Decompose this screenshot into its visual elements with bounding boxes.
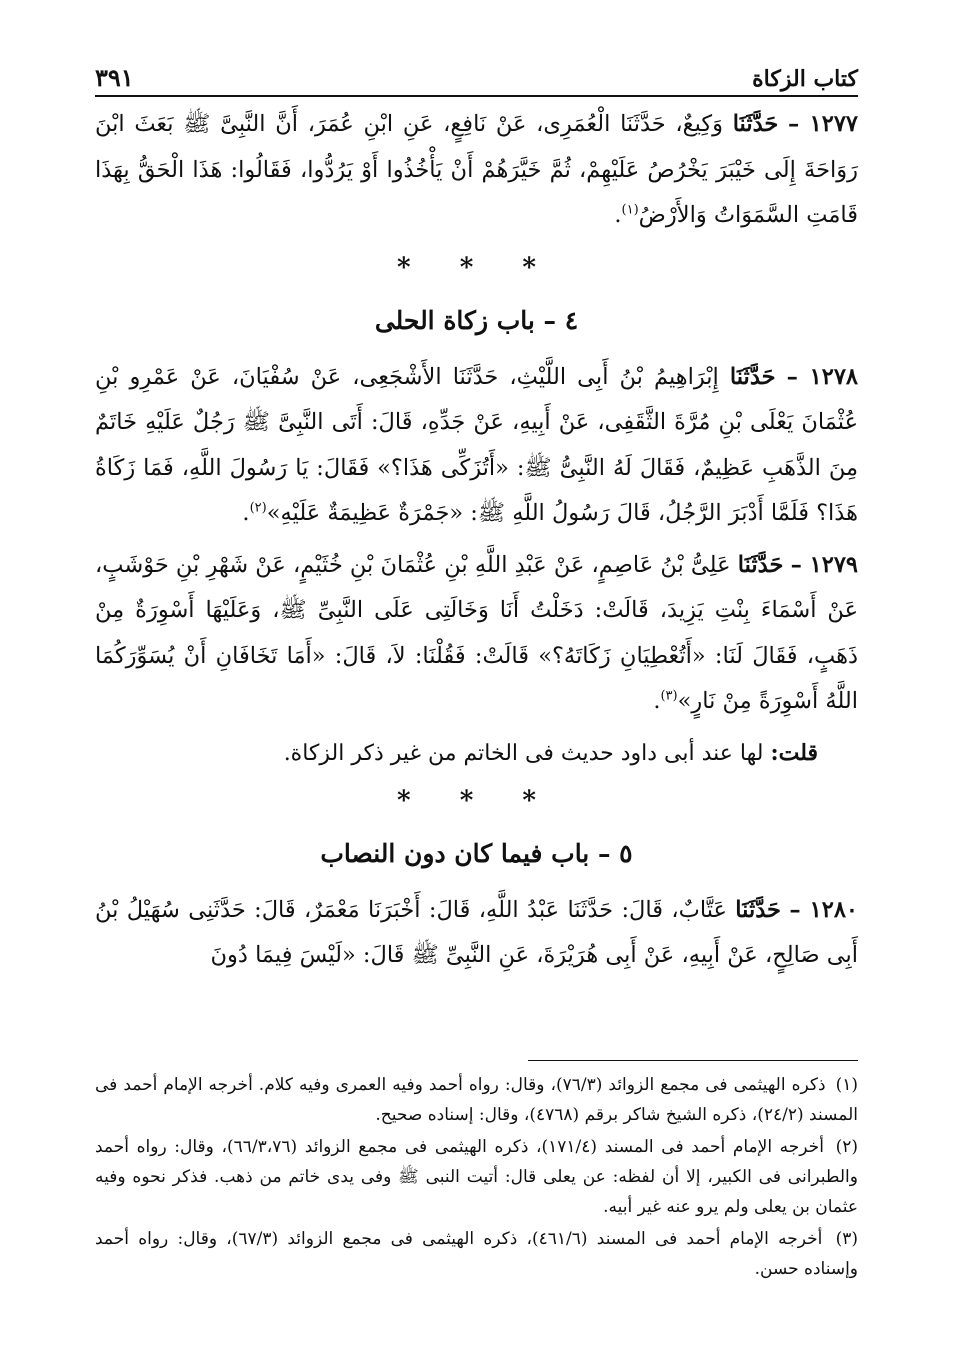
haddathana: حَدَّثَنَا [735,896,781,923]
hadith-1278: ١٢٧٨ – حَدَّثَنَا إِبْرَاهِيمُ بْنُ أَبِى اللَّيْثِ، حَدَّثَنَا الأَشْجَعِى، عَنْ سُفْيَانَ، عَنْ عَمْرِو بْنِ عُثْمَانَ يَعْلَى بْنِ مُرَّةَ الثَّقَفِى، عَنْ أَبِيهِ، عَنْ جَدِّهِ، قَالَ: أَتَى النَّبِىَّ ﷺ رَجُلٌ عَلَيْهِ خَاتَمٌ مِنَ الذَّهَبِ عَظِيمٌ، فَقَالَ لَهُ النَّبِىُّ ﷺ: «أَتُزَكِّى هَذَا؟» فَقَالَ: يَا رَسُولَ اللَّهِ، فَمَا زَكَاةُ هَذَا؟ فَلَمَّا أَدْبَرَ الرَّجُلُ، قَالَ رَسُولُ اللَّهِ ﷺ: «جَمْرَةٌ عَظِيمَةٌ عَلَيْهِ»$^{(٢)}$. [95,363,858,526]
footnote-ref: (٣) [660,688,678,704]
header-rule [95,95,858,97]
hadith-number: ١٢٨٠ – [789,896,858,923]
footnote-ref: (١) [621,202,639,218]
haddathana: حَدَّثَنَا [737,551,784,578]
hadith-number: ١٢٧٧ – [788,111,859,137]
footnote-number: (٣) [835,1229,858,1249]
author-note [95,731,858,776]
section-separator: * * * [397,785,556,816]
hadith-text: إِبْرَاهِيمُ بْنُ أَبِى اللَّيْثِ، حَدَّثَنَا الأَشْجَعِى، عَنْ سُفْيَانَ، عَنْ عَمْرِو بْنِ عُثْمَانَ يَعْلَى بْنِ مُرَّةَ الثَّقَفِى، عَنْ أَبِيهِ، عَنْ جَدِّهِ، قَالَ: أَتَى النَّبِىَّ ﷺ رَجُلٌ عَلَيْهِ خَاتَمٌ مِنَ الذَّهَبِ عَظِيمٌ، فَقَالَ لَهُ النَّبِىُّ ﷺ: «أَتُزَكِّى هَذَا؟» فَقَالَ: يَا رَسُولَ اللَّهِ، فَمَا زَكَاةُ هَذَا؟ فَلَمَّا أَدْبَرَ الرَّجُلُ، قَالَ رَسُولُ اللَّهِ ﷺ: «جَمْرَةٌ عَظِيمَةٌ عَلَيْهِ» [95,363,858,526]
main-text [95,102,858,979]
hadith-text: عَلِىُّ بْنُ عَاصِمٍ، عَنْ عَبْدِ اللَّهِ بْنِ عُثْمَانَ بْنِ خُثَيْمٍ، عَنْ شَهْرِ بْنِ حَوْشَبٍ، عَنْ أَسْمَاءَ بِنْتِ يَزِيدَ، قَالَتْ: دَخَلْتُ أَنَا وَخَالَتِى عَلَى النَّبِىِّ ﷺ، وَعَلَيْهَا أَسْوِرَةٌ مِنْ ذَهَبٍ، فَقَالَ لَنَا: «أَتُعْطِيَانِ زَكَاتَهُ؟» قَالَتْ: فَقُلْنَا: لاَ، قَالَ: «أَمَا تَخَافَانِ أَنْ يُسَوِّرَكُمَا اللَّهُ أَسْوِرَةً مِنْ نَارٍ» [95,551,858,714]
haddathana: حَدَّثَنَا [732,111,779,137]
chapter-title: ٥ – باب فيما كان دون النصاب [320,838,633,868]
footnote-number: (٢) [835,1137,858,1157]
note-label: قلت: [770,739,818,766]
hadith-text: عَتَّابٌ، قَالَ: حَدَّثَنَا عَبْدُ اللَّهِ، قَالَ: أَخْبَرَنَا مَعْمَرٌ، قَالَ: حَدَّثَنِى سُهَيْلُ بْنُ أَبِى صَالِحٍ، عَنْ أَبِيهِ، عَنْ أَبِى هُرَيْرَةَ، عَنِ النَّبِىِّ ﷺ قَالَ: «لَيْسَ فِيمَا دُونَ [95,896,858,968]
note-text: لها عند أبى داود حديث فى الخاتم من غير ذكر الزكاة. [283,740,764,766]
footnote [95,1070,858,1130]
footnotes [95,1070,858,1286]
hadith-1279: ١٢٧٩ – حَدَّثَنَا عَلِىُّ بْنُ عَاصِمٍ، عَنْ عَبْدِ اللَّهِ بْنِ عُثْمَانَ بْنِ خُثَيْمٍ، عَنْ شَهْرِ بْنِ حَوْشَبٍ، عَنْ أَسْمَاءَ بِنْتِ يَزِيدَ، قَالَتْ: دَخَلْتُ أَنَا وَخَالَتِى عَلَى النَّبِىِّ ﷺ، وَعَلَيْهَا أَسْوِرَةٌ مِنْ ذَهَبٍ، فَقَالَ لَنَا: «أَتُعْطِيَانِ زَكَاتَهُ؟» قَالَتْ: فَقُلْنَا: لاَ، قَالَ: «أَمَا تَخَافَانِ أَنْ يُسَوِّرَكُمَا اللَّهُ أَسْوِرَةً مِنْ نَارٍ»$^{(٣)}$. [95,551,859,714]
hadith-number: ١٢٧٨ – [786,363,858,390]
hadith-1277: ١٢٧٧ – حَدَّثَنَا وَكِيعٌ، حَدَّثَنَا الْعُمَرِى، عَنْ نَافِعٍ، عَنِ ابْنِ عُمَرَ، أَنَّ النَّبِىَّ ﷺ بَعَثَ ابْنَ رَوَاحَةَ إِلَى خَيْبَرَ يَخْرُصُ عَلَيْهِمْ، ثُمَّ خَيَّرَهُمْ أَنْ يَأْخُذُوا أَوْ يَرُدُّوا، فَقَالُوا: هَذَا الْحَقُّ بِهَذَا قَامَتِ السَّمَوَاتُ وَالأَرْضُ$^{(١)}$. [95,111,859,228]
book-title: كتاب الزكاة [752,66,858,92]
haddathana: حَدَّثَنَا [729,363,776,390]
footnote-rule [528,1060,858,1061]
footnote-ref: (٢) [249,500,267,516]
hadith-number: ١٢٧٩ – [790,551,859,578]
footnote-text: ذكره الهيثمى فى مجمع الزوائد (٧٦/٣)، وقال: رواه أحمد وفيه العمرى وفيه كلام. أخرجه الإمام أحمد فى المسند (٢٤/٢)، ذكره الشيخ شاكر برقم (٤٧٦٨)، وقال: إسناده صحيح. [95,1075,858,1125]
hadith-text: وَكِيعٌ، حَدَّثَنَا الْعُمَرِى، عَنْ نَافِعٍ، عَنِ ابْنِ عُمَرَ، أَنَّ النَّبِىَّ ﷺ بَعَثَ ابْنَ رَوَاحَةَ إِلَى خَيْبَرَ يَخْرُصُ عَلَيْهِمْ، ثُمَّ خَيَّرَهُمْ أَنْ يَأْخُذُوا أَوْ يَرُدُّوا، فَقَالُوا: هَذَا الْحَقُّ بِهَذَا قَامَتِ السَّمَوَاتُ وَالأَرْضُ [95,111,858,228]
footnote-number: (١) [835,1075,858,1095]
hadith-1280 [95,888,858,979]
chapter-title: ٤ – باب زكاة الحلى [374,305,579,335]
footnote [95,1132,858,1222]
section-separator: * * * [397,252,556,283]
footnote-text: أخرجه الإمام أحمد فى المسند (٤٦١/٦)، ذكره الهيثمى فى مجمع الزوائد (٦٧/٣)، وقال: رواه أحمد وإسناده حسن. [95,1229,858,1279]
footnote-text: أخرجه الإمام أحمد فى المسند (١٧١/٤)، ذكره الهيثمى فى مجمع الزوائد (٦٦/٣،٧٦)، وقال: رواه أحمد والطبرانى فى الكبير، إلا أن لفظه: عن يعلى قال: أتيت النبى ﷺ وفى يدى خاتم من ذهب. فذكر نحوه وفيه عثمان بن يعلى ولم يرو عنه غير أبيه. [95,1137,858,1217]
running-head [95,52,858,92]
footnote [95,1224,858,1284]
page-number: ٣٩١ [95,63,134,92]
